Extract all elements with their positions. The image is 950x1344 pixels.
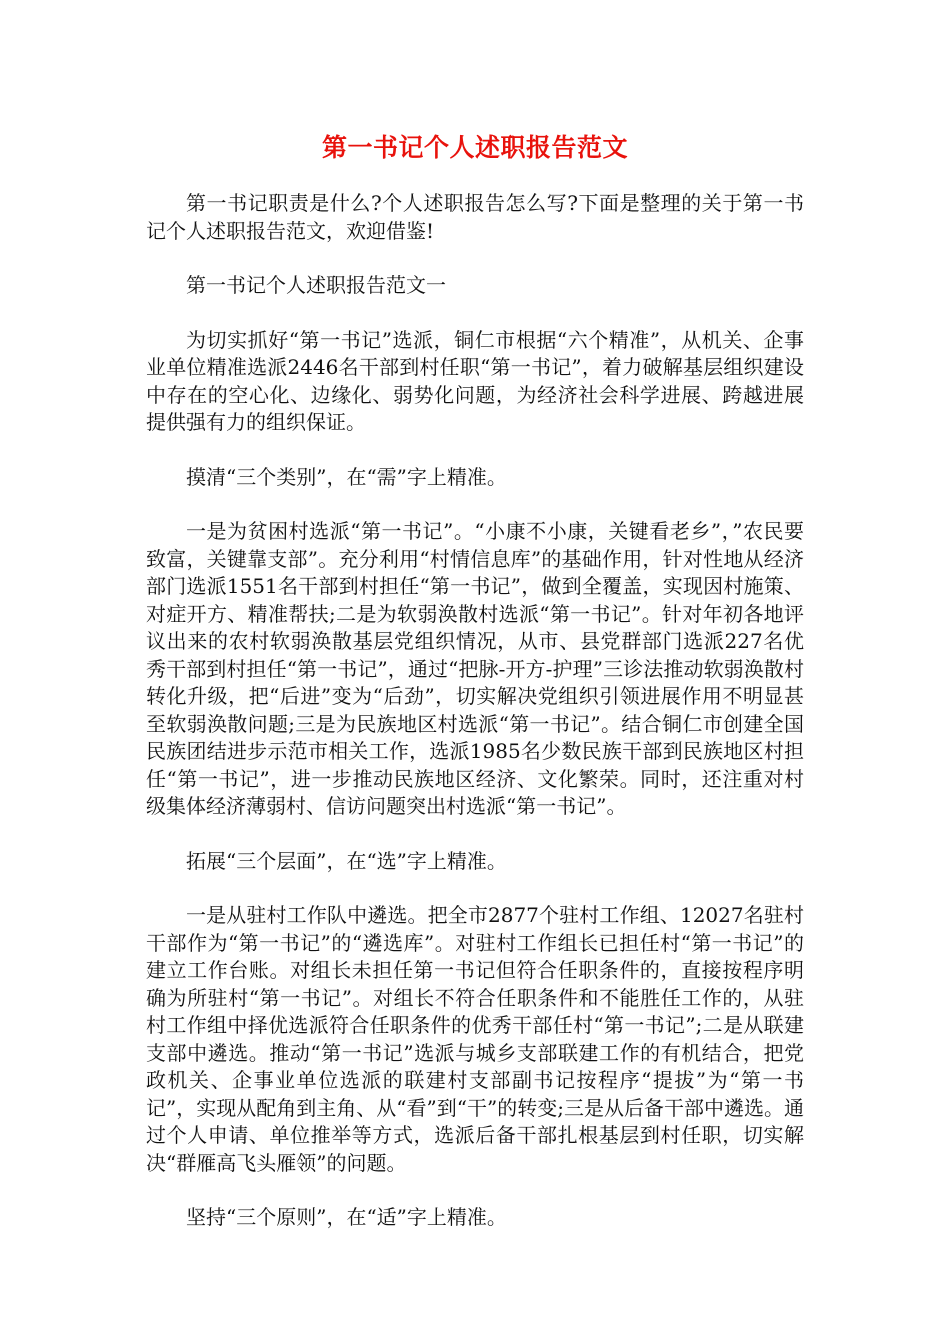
paragraph-subheading-fit: 坚持“三个原则”，在“适”字上精准。 [186, 1205, 507, 1229]
paragraph-overview: 为切实抓好“第一书记”选派，铜仁市根据“六个精准”，从机关、企事业单位精准选派2446名干部到村任职“第一书记”，着力破解基层组织建设中存在的空心化、边缘化、弱势化问题，为经济社会科学进展、跨越进展提供强有力的组织保证。 [146, 327, 804, 434]
paragraph-intro: 第一书记职责是什么?个人述职报告怎么写?下面是整理的关于第一书记个人述职报告范文，欢迎借鉴! [146, 191, 804, 243]
paragraph-select-detail: 一是从驻村工作队中遴选。把全市2877个驻村工作组、12027名驻村干部作为“第一书记”的“遴选库”。对驻村工作组长已担任村“第一书记”的建立工作台账。对组长未担任第一书记但符合任职条件的，直接按程序明确为所驻村“第一书记”。对组长不符合任职条件和不能胜任工作的，从驻村工作组中择优选派符合任职条件的优秀干部任村“第一书记”;二是从联建支部中遴选。推动“第一书记”选派与城乡支部联建工作的有机结合，把党政机关、企事业单位选派的联建村支部副书记按程序“提拔”为“第一书记”，实现从配角到主角、从“看”到“干”的转变;三是从后备干部中遴选。通过个人申请、单位推举等方式，选派后备干部扎根基层到村任职，切实解决“群雁高飞头雁领”的问题。 [146, 903, 804, 1175]
document-page [146, 128, 804, 1259]
paragraph-section-heading: 第一书记个人述职报告范文一 [186, 273, 446, 297]
document-title: 第一书记个人述职报告范文 [321, 133, 628, 162]
paragraph-subheading-select: 拓展“三个层面”，在“选”字上精准。 [186, 848, 507, 873]
paragraph-subheading-need: 摸清“三个类别”，在“需”字上精准。 [186, 464, 507, 489]
paragraph-need-detail: 一是为贫困村选派“第一书记”。“小康不小康，关键看老乡”，”农民要致富，关键靠支部”。充分利用“村情信息库”的基础作用，针对性地从经济部门选派1551名干部到村担任“第一书记”，做到全覆盖，实现因村施策、对症开方、精准帮扶;二是为软弱涣散村选派“第一书记”。针对年初各地评议出来的农村软弱涣散基层党组织情况，从市、县党群部门选派227名优秀干部到村担任“第一书记”，通过“把脉-开方-护理”三诊法推动软弱涣散村转化升级，把“后进”变为“后劲”，切实解决党组织引领进展作用不明显甚至软弱涣散问题;三是为民族地区村选派“第一书记”。结合铜仁市创建全国民族团结进步示范市相关工作，选派1985名少数民族干部到民族地区村担任“第一书记”，进一步推动民族地区经济、文化繁荣。同时，还注重对村级集体经济薄弱村、信访问题突出村选派“第一书记”。 [146, 519, 804, 818]
